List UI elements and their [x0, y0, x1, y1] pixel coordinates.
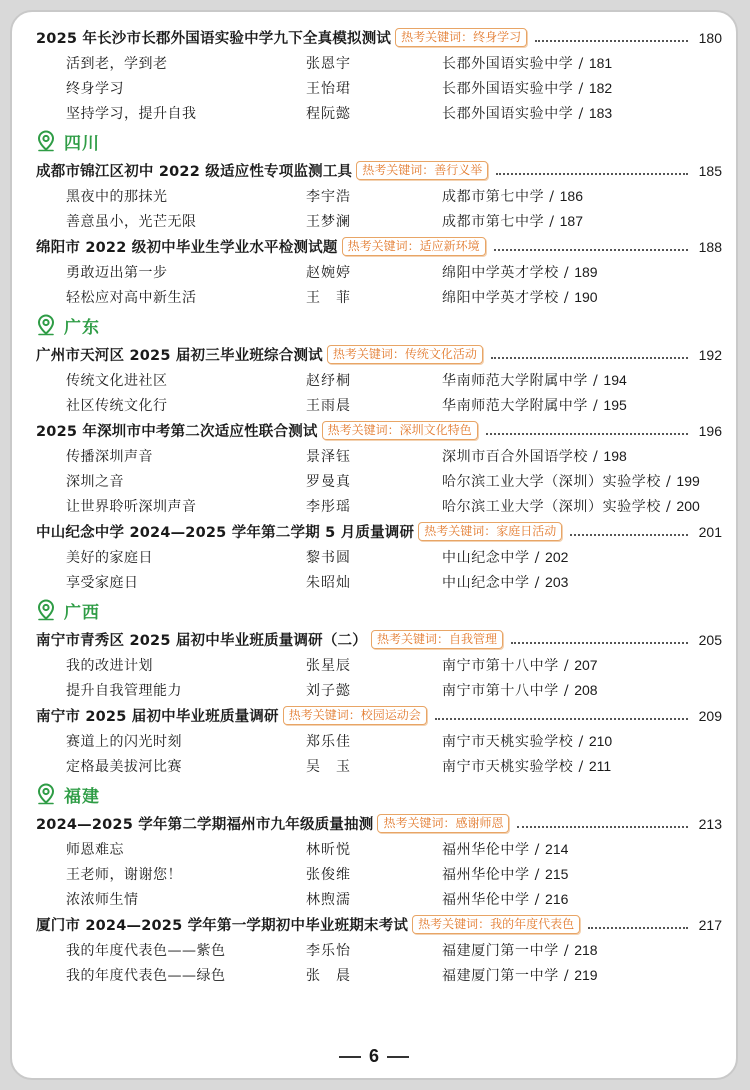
keyword-tag: 热考关键词：适应新环境: [342, 237, 486, 256]
article-school: 南宁市天桃实验学校 /: [442, 733, 589, 750]
location-pin-icon: [36, 599, 56, 621]
article-school: 哈尔滨工业大学（深圳）实验学校 /: [442, 473, 677, 490]
article-page-number: 202: [545, 548, 569, 565]
exam-page-number: 201: [698, 523, 722, 540]
exam-entry[interactable]: [36, 811, 722, 836]
article-title: 我的年度代表色——绿色: [66, 967, 226, 984]
dot-leader: [491, 357, 688, 359]
exam-page-number: 217: [698, 916, 722, 933]
article-source: [442, 78, 722, 98]
article-school: 成都市第七中学 /: [442, 213, 560, 230]
article-row[interactable]: [36, 208, 722, 233]
dot-leader: [588, 927, 688, 929]
article-school: 中山纪念中学 /: [442, 549, 546, 566]
article-page-number: 194: [603, 371, 627, 388]
article-source: [442, 446, 722, 466]
article-page-number: 203: [545, 573, 569, 590]
exam-title: 南宁市 2025 届初中毕业班质量调研: [36, 709, 279, 725]
region-header: [36, 778, 722, 810]
article-title: 我的改进计划: [66, 657, 153, 674]
exam-title: 南宁市青秀区 2025 届初中毕业班质量调研（二）: [36, 633, 367, 649]
keyword-tag: 热考关键词：我的年度代表色: [412, 915, 580, 934]
article-page-number: 187: [559, 212, 583, 229]
article-source: [442, 262, 722, 282]
article-row[interactable]: [36, 259, 722, 284]
article-page-number: 183: [588, 104, 613, 121]
article-author: 王 菲: [306, 289, 351, 306]
article-row[interactable]: [36, 836, 722, 861]
article-page-number: 214: [545, 840, 569, 857]
article-author: 黎书圆: [306, 549, 351, 566]
article-author: 景泽钰: [306, 448, 351, 465]
article-source: [442, 572, 722, 592]
article-page-number: 219: [574, 966, 598, 983]
article-author: 吴 玉: [306, 758, 351, 775]
dot-leader: [435, 718, 688, 720]
dot-leader: [535, 40, 688, 42]
article-page-number: 182: [588, 79, 613, 96]
exam-page-number: 185: [698, 162, 722, 179]
dot-leader: [517, 826, 688, 828]
article-page-number: 186: [559, 187, 583, 204]
exam-page-number: 180: [698, 29, 722, 46]
article-row[interactable]: [36, 861, 722, 886]
exam-entry[interactable]: [36, 519, 722, 544]
article-title: 黑夜中的那抹光: [66, 188, 168, 205]
table-of-contents: [36, 24, 722, 987]
keyword-tag: 热考关键词：校园运动会: [283, 706, 427, 725]
article-title: 浓浓师生情: [66, 891, 139, 908]
article-title: 美好的家庭日: [66, 549, 153, 566]
article-title: 传播深圳声音: [66, 448, 153, 465]
article-school: 南宁市第十八中学 /: [442, 657, 575, 674]
article-school: 哈尔滨工业大学（深圳）实验学校 /: [442, 498, 677, 515]
article-school: 福州华伦中学 /: [442, 866, 546, 883]
article-row[interactable]: [36, 753, 722, 778]
article-author: 张 晨: [306, 967, 351, 984]
article-title: 深圳之音: [66, 473, 124, 490]
article-source: [442, 864, 722, 884]
exam-entry[interactable]: [36, 418, 722, 443]
article-page-number: 208: [574, 681, 598, 698]
dot-leader: [496, 173, 688, 175]
article-author: 林昕悦: [306, 841, 351, 858]
article-source: [442, 680, 722, 700]
article-page-number: 215: [545, 865, 569, 882]
article-author: 李乐怡: [306, 942, 351, 959]
article-source: [442, 53, 722, 73]
region-name: 广东: [64, 317, 100, 338]
article-row[interactable]: [36, 50, 722, 75]
region-header: [36, 594, 722, 626]
article-author: 赵纾桐: [306, 372, 351, 389]
article-title: 传统文化进社区: [66, 372, 168, 389]
article-school: 华南师范大学附属中学 /: [442, 397, 604, 414]
exam-page-number: 213: [698, 815, 722, 832]
article-source: [442, 471, 722, 491]
article-row[interactable]: [36, 392, 722, 417]
exam-title: 2025 年深圳市中考第二次适应性联合测试: [36, 424, 318, 440]
dot-leader: [570, 534, 688, 536]
exam-entry[interactable]: [36, 25, 722, 50]
location-pin-icon: [36, 130, 56, 152]
article-author: 王梦澜: [306, 213, 351, 230]
article-author: 程阮懿: [306, 105, 351, 122]
article-page-number: 200: [676, 497, 700, 514]
exam-title: 厦门市 2024—2025 学年第一学期初中毕业班期末考试: [36, 918, 409, 934]
article-title: 活到老，学到老: [66, 55, 168, 72]
article-school: 福州华伦中学 /: [442, 841, 546, 858]
keyword-tag: 热考关键词：自我管理: [371, 630, 503, 649]
exam-title: 绵阳市 2022 级初中毕业生学业水平检测试题: [36, 240, 338, 256]
article-row[interactable]: [36, 728, 722, 753]
article-row[interactable]: [36, 962, 722, 987]
exam-title: 成都市锦江区初中 2022 级适应性专项监测工具: [36, 164, 353, 180]
article-title: 王老师，谢谢您！: [66, 866, 182, 883]
article-school: 中山纪念中学 /: [442, 574, 546, 591]
article-source: [442, 103, 722, 123]
article-row[interactable]: [36, 493, 722, 518]
dot-leader: [494, 249, 688, 251]
article-page-number: 211: [588, 757, 612, 774]
article-title: 师恩难忘: [66, 841, 124, 858]
article-page-number: 216: [545, 890, 569, 907]
article-author: 李彤瑶: [306, 498, 351, 515]
exam-page-number: 209: [698, 707, 722, 724]
keyword-tag: 热考关键词：终身学习: [395, 28, 527, 47]
article-title: 坚持学习，提升自我: [66, 105, 197, 122]
article-row[interactable]: [36, 569, 722, 594]
article-school: 南宁市第十八中学 /: [442, 682, 575, 699]
article-school: 华南师范大学附属中学 /: [442, 372, 604, 389]
article-author: 朱昭灿: [306, 574, 351, 591]
article-row[interactable]: [36, 652, 722, 677]
article-source: [442, 211, 722, 231]
article-row[interactable]: [36, 367, 722, 392]
article-source: [442, 731, 722, 751]
article-author: 王怡珺: [306, 80, 351, 97]
article-school: 南宁市天桃实验学校 /: [442, 758, 589, 775]
article-author: 张俊维: [306, 866, 351, 883]
article-author: 王雨晨: [306, 397, 351, 414]
exam-page-number: 205: [698, 631, 722, 648]
article-page-number: 181: [588, 54, 613, 71]
article-source: [442, 655, 722, 675]
article-row[interactable]: [36, 937, 722, 962]
article-title: 轻松应对高中新生活: [66, 289, 197, 306]
article-school: 福建厦门第一中学 /: [442, 942, 575, 959]
dot-leader: [511, 642, 688, 644]
article-author: 李宇浩: [306, 188, 351, 205]
article-source: [442, 756, 722, 776]
article-source: [442, 889, 722, 909]
region-name: 广西: [64, 602, 100, 623]
article-row[interactable]: [36, 443, 722, 468]
exam-entry[interactable]: [36, 158, 722, 183]
location-pin-icon: [36, 314, 56, 336]
article-author: 林煦濡: [306, 891, 351, 908]
exam-entry[interactable]: [36, 234, 722, 259]
footer-dash-right: [387, 1056, 409, 1058]
exam-title: 广州市天河区 2025 届初三毕业班综合测试: [36, 348, 323, 364]
article-source: [442, 496, 722, 516]
article-school: 绵阳中学英才学校 /: [442, 264, 575, 281]
article-school: 福建厦门第一中学 /: [442, 967, 575, 984]
article-school: 长郡外国语实验中学 /: [442, 105, 589, 122]
region-name: 四川: [64, 133, 100, 154]
dot-leader: [486, 433, 688, 435]
region-name: 福建: [64, 786, 100, 807]
article-row[interactable]: [36, 468, 722, 493]
article-title: 享受家庭日: [66, 574, 139, 591]
article-author: 赵婉婷: [306, 264, 351, 281]
exam-page-number: 192: [698, 346, 722, 363]
article-source: [442, 186, 722, 206]
keyword-tag: 热考关键词：感谢师恩: [377, 814, 509, 833]
footer-page-number: 6: [368, 1046, 379, 1066]
article-author: 张恩宇: [306, 55, 351, 72]
article-title: 社区传统文化行: [66, 397, 168, 414]
article-source: [442, 965, 722, 985]
exam-entry[interactable]: [36, 342, 722, 367]
article-page-number: 210: [588, 732, 613, 749]
article-title: 赛道上的闪光时刻: [66, 733, 182, 750]
article-school: 深圳市百合外国语学校 /: [442, 448, 604, 465]
article-title: 让世界聆听深圳声音: [66, 498, 197, 515]
article-source: [442, 370, 722, 390]
article-source: [442, 547, 722, 567]
article-page-number: 195: [603, 396, 627, 413]
exam-title: 2024—2025 学年第二学期福州市九年级质量抽测: [36, 817, 374, 833]
article-page-number: 207: [574, 656, 598, 673]
article-page-number: 189: [574, 263, 598, 280]
article-title: 定格最美拔河比赛: [66, 758, 182, 775]
article-row[interactable]: [36, 544, 722, 569]
article-author: 刘子懿: [306, 682, 351, 699]
article-school: 成都市第七中学 /: [442, 188, 560, 205]
article-title: 善意虽小，光芒无限: [66, 213, 197, 230]
article-source: [442, 839, 722, 859]
exam-page-number: 196: [698, 422, 722, 439]
article-school: 长郡外国语实验中学 /: [442, 55, 589, 72]
exam-title: 2025 年长沙市长郡外国语实验中学九下全真模拟测试: [36, 31, 392, 47]
keyword-tag: 热考关键词：善行义举: [356, 161, 488, 180]
article-source: [442, 395, 722, 415]
article-title: 终身学习: [66, 80, 124, 97]
article-row[interactable]: [36, 183, 722, 208]
article-title: 我的年度代表色——紫色: [66, 942, 226, 959]
article-school: 福州华伦中学 /: [442, 891, 546, 908]
article-source: [442, 287, 722, 307]
keyword-tag: 热考关键词：深圳文化特色: [322, 421, 478, 440]
keyword-tag: 热考关键词：家庭日活动: [418, 522, 562, 541]
keyword-tag: 热考关键词：传统文化活动: [327, 345, 483, 364]
exam-entry[interactable]: [36, 912, 722, 937]
article-school: 长郡外国语实验中学 /: [442, 80, 589, 97]
region-header: [36, 125, 722, 157]
exam-page-number: 188: [698, 238, 722, 255]
article-page-number: 198: [603, 447, 627, 464]
page-frame: [10, 10, 738, 1080]
page-footer: [12, 1046, 736, 1067]
article-row[interactable]: [36, 886, 722, 911]
article-page-number: 218: [574, 941, 598, 958]
footer-dash-left: [339, 1056, 361, 1058]
article-row[interactable]: [36, 100, 722, 125]
region-header: [36, 309, 722, 341]
article-author: 郑乐佳: [306, 733, 351, 750]
article-row[interactable]: [36, 284, 722, 309]
article-row[interactable]: [36, 75, 722, 100]
article-row[interactable]: [36, 677, 722, 702]
location-pin-icon: [36, 783, 56, 805]
article-source: [442, 940, 722, 960]
exam-title: 中山纪念中学 2024—2025 学年第二学期 5 月质量调研: [36, 525, 415, 541]
article-page-number: 199: [676, 472, 700, 489]
article-author: 罗曼真: [306, 473, 351, 490]
article-author: 张星辰: [306, 657, 351, 674]
exam-entry[interactable]: [36, 703, 722, 728]
article-page-number: 190: [574, 288, 598, 305]
article-title: 提升自我管理能力: [66, 682, 182, 699]
article-title: 勇敢迈出第一步: [66, 264, 168, 281]
exam-entry[interactable]: [36, 627, 722, 652]
article-school: 绵阳中学英才学校 /: [442, 289, 575, 306]
